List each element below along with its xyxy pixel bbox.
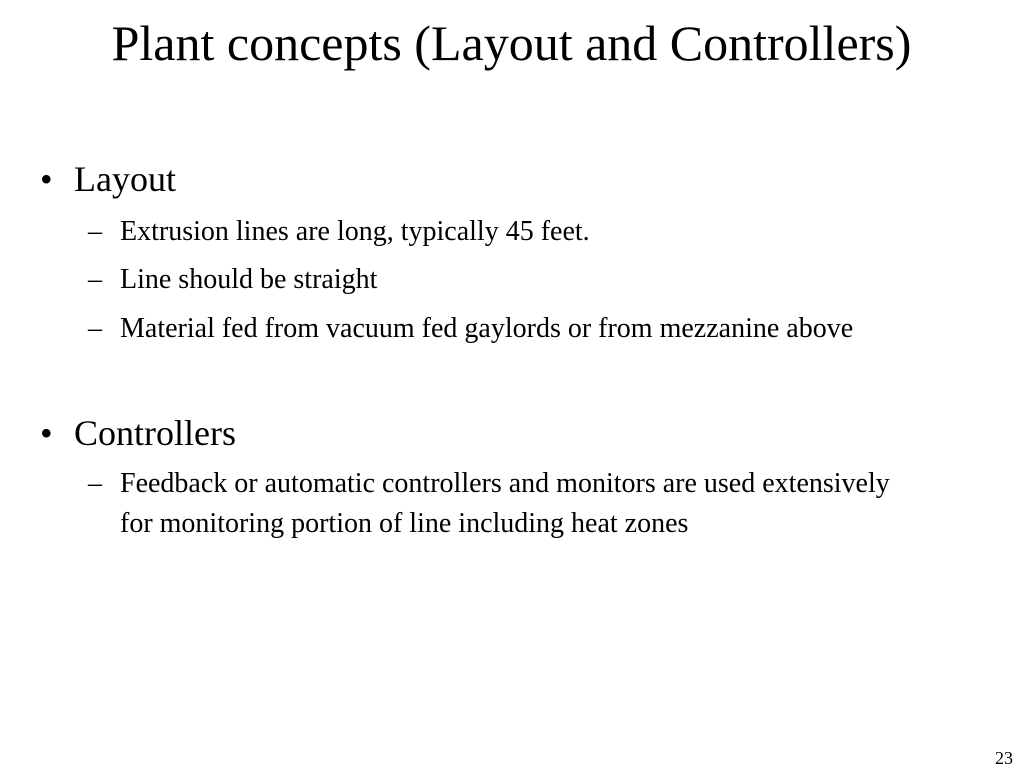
sub-item-line-straight xyxy=(88,260,1013,300)
dash-marker: – xyxy=(88,216,102,247)
bullet-controllers xyxy=(40,412,236,454)
dash-marker: – xyxy=(88,468,102,499)
bullet-heading-layout: Layout xyxy=(74,159,176,199)
bullet-heading-controllers: Controllers xyxy=(74,413,236,453)
sub-item-material-fed xyxy=(88,309,1013,349)
bullet-dot: • xyxy=(40,159,53,199)
sub-item-extrusion-lines xyxy=(88,212,1013,252)
bullet-layout xyxy=(40,158,176,200)
sub-item-feedback-controllers xyxy=(88,464,908,544)
sub-item-text: Extrusion lines are long, typically 45 feet. xyxy=(120,216,590,247)
dash-marker: – xyxy=(88,313,102,344)
bullet-dot: • xyxy=(40,413,53,453)
sub-item-text: Material fed from vacuum fed gaylords or from mezzanine above xyxy=(120,313,854,344)
sub-item-text: Feedback or automatic controllers and monitors are used extensively for monitoring portion of line including heat zones xyxy=(120,468,890,539)
slide-title: Plant concepts (Layout and Controllers) xyxy=(111,15,912,71)
dash-marker: – xyxy=(88,264,102,295)
page-number: 23 xyxy=(995,748,1013,768)
sub-item-text: Line should be straight xyxy=(120,264,378,295)
